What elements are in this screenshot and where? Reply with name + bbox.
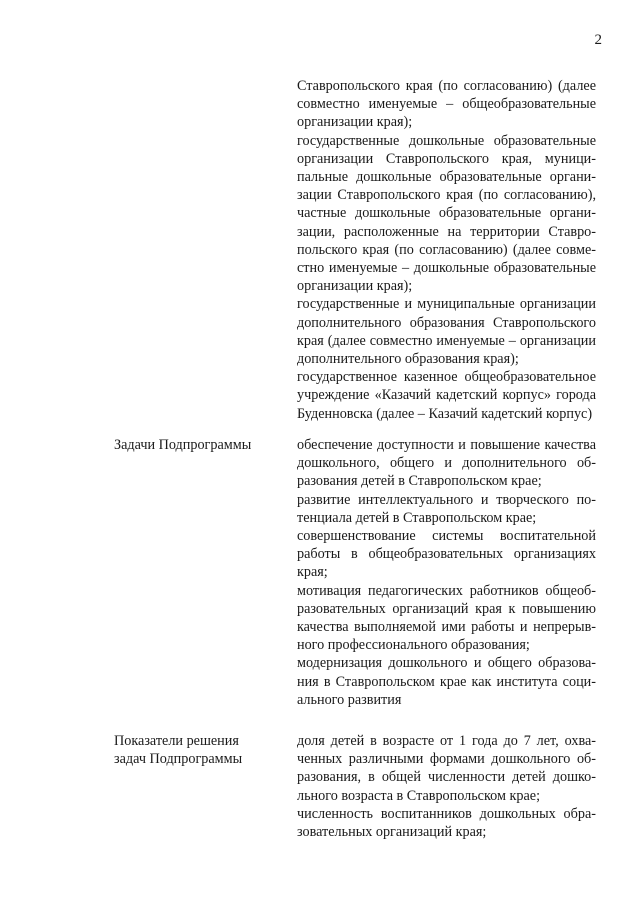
indicators-label-line: задач Подпрограммы xyxy=(114,751,243,768)
indicators-label-line: Показатели решения xyxy=(114,733,239,749)
tasks-block xyxy=(297,436,596,709)
indicator-paragraph: численность воспитанников дошкольных образовательных организаций края; xyxy=(297,805,596,841)
task-paragraph: мотивация педагогических работников общеобразовательных организаций края к повышению качества выполняемой ими работы и непрерывного профессионального образования; xyxy=(297,582,596,654)
indicators-label xyxy=(114,732,284,768)
task-paragraph: обеспечение доступности и повышение качества дошкольного, общего и дополнительного образования детей в Ставропольском крае; xyxy=(297,437,596,490)
participants-block xyxy=(297,77,596,423)
page-number: 2 xyxy=(594,32,602,48)
task-paragraph: модернизация дошкольного и общего образования в Ставропольском крае как института социального развития xyxy=(297,655,596,708)
task-paragraph: совершенствование системы воспитательной работы в общеобразовательных организациях края; xyxy=(297,528,596,581)
task-paragraph: развитие интеллектуального и творческого потенциала детей в Ставропольском крае; xyxy=(297,491,596,526)
indicators-block xyxy=(297,732,596,841)
participants-paragraph: государственные и муниципальные организации дополнительного образования Ставропольского края (далее совместно именуемые – организации дополнительного образования края); xyxy=(297,296,596,368)
participants-paragraph: Ставропольского края (по согласованию) (далее совместно именуемые – общеобразовательные организации края); xyxy=(297,78,596,131)
participants-paragraph: государственное казенное общеобразовательное учреждение «Казачий кадетский корпус» города Буденновска (далее – Казачий кадетский корпус) xyxy=(297,369,596,422)
tasks-label: Задачи Подпрограммы xyxy=(114,437,252,453)
participants-paragraph: государственные дошкольные образовательные организации Ставропольского края, муниципальные дошкольные образовательные организации Ставропольского края (по согласованию), частные дошкольные образовательные организации, расположенные на территории Ставропольского края (по согласованию) (далее совместно именуемые – дошкольные образовательные организации края); xyxy=(297,132,596,295)
indicator-paragraph: доля детей в возрасте от 1 года до 7 лет, охваченных различными формами дошкольного образования, в общей численности детей дошкольного возраста в Ставропольском крае; xyxy=(297,733,596,804)
